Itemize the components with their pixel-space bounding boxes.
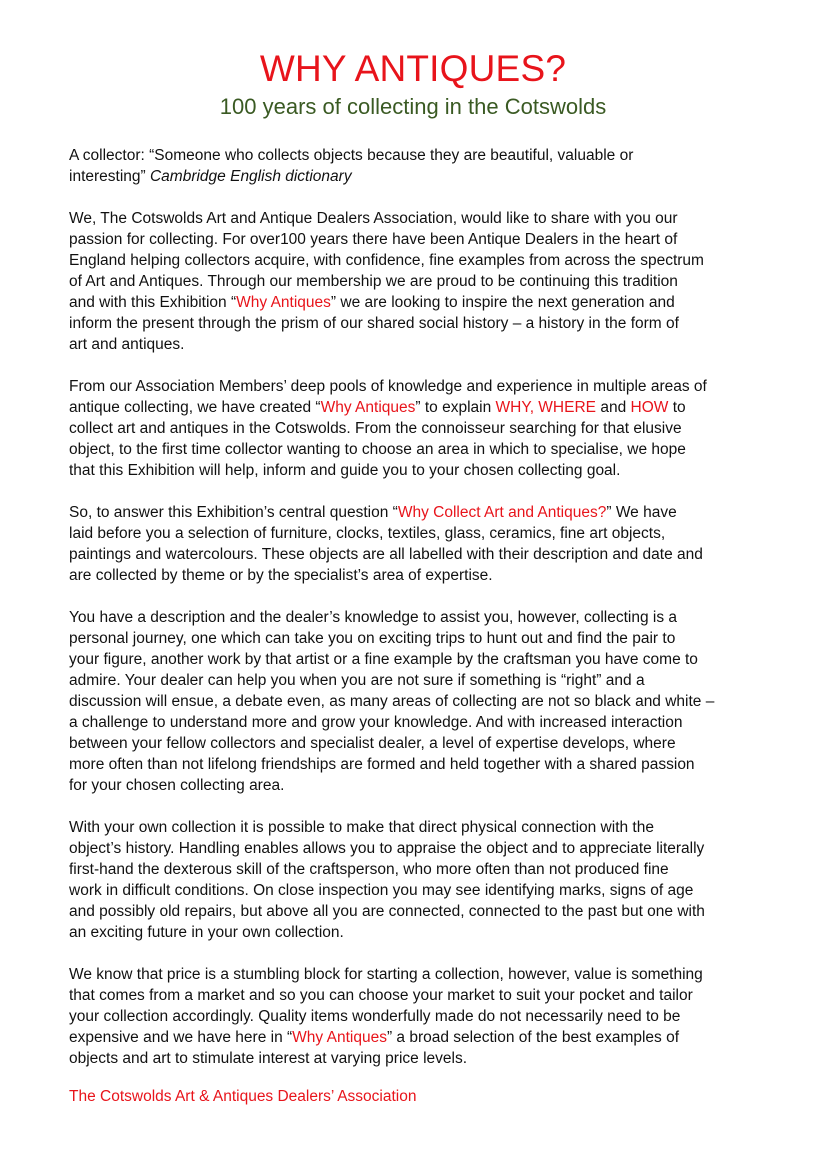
- text-line: [69, 733, 769, 754]
- text-line: [69, 544, 769, 565]
- text-line: [69, 502, 769, 523]
- text-run: So, to answer this Exhibition’s central question “: [69, 504, 398, 521]
- text-run: We know that price is a stumbling block for starting a collection, however, value is something: [69, 966, 703, 983]
- text-run: between your fellow collectors and specialist dealer, a level of expertise develops, where: [69, 735, 676, 752]
- text-line: [69, 313, 769, 334]
- text-line: [69, 292, 769, 313]
- text-line: [69, 691, 769, 712]
- text-line: [69, 1048, 769, 1069]
- text-line: [69, 334, 769, 355]
- text-line: [69, 145, 769, 166]
- text-line: [69, 418, 769, 439]
- text-run: antique collecting, we have created “: [69, 399, 321, 416]
- text-line: [69, 859, 769, 880]
- text-line: [69, 376, 769, 397]
- text-line: [69, 670, 769, 691]
- text-run: your collection accordingly. Quality items wonderfully made do not necessarily need to be: [69, 1008, 681, 1025]
- text-run: a challenge to understand more and grow your knowledge. And with increased interaction: [69, 714, 683, 731]
- paragraph: [69, 376, 769, 481]
- text-line: [69, 712, 769, 733]
- highlight-text: Why Collect Art and Antiques?: [397, 504, 607, 521]
- text-run: objects and art to stimulate interest at varying price levels.: [69, 1050, 468, 1067]
- text-run: England helping collectors acquire, with confidence, fine examples from across the spectrum: [69, 252, 704, 269]
- text-run: more often than not lifelong friendships are formed and held together with a shared passion: [69, 756, 695, 773]
- text-line: [69, 565, 769, 586]
- text-run: are collected by theme or by the specialist’s area of expertise.: [69, 567, 493, 584]
- text-line: [69, 964, 769, 985]
- text-run: paintings and watercolours. These objects are all labelled with their description and date and: [69, 546, 703, 563]
- text-line: [69, 166, 769, 187]
- text-run: A collector: “Someone who collects objects because they are beautiful, valuable or: [69, 147, 634, 164]
- body-text: [69, 145, 769, 1069]
- text-run: We, The Cotswolds Art and Antique Dealers Association, would like to share with you our: [69, 210, 678, 227]
- text-run: With your own collection it is possible to make that direct physical connection with the: [69, 819, 654, 836]
- paragraph: [69, 145, 769, 187]
- page-subtitle: 100 years of collecting in the Cotswolds: [219, 94, 607, 119]
- text-run: and: [596, 399, 631, 416]
- text-run: inform the present through the prism of our shared social history – a history in the form of: [69, 315, 679, 332]
- text-line: [69, 1027, 769, 1048]
- text-run: From our Association Members’ deep pools of knowledge and experience in multiple areas of: [69, 378, 707, 395]
- text-line: [69, 271, 769, 292]
- text-run: collect art and antiques in the Cotswolds. From the connoisseur searching for that elusive: [69, 420, 682, 437]
- text-line: [69, 880, 769, 901]
- page-title: WHY ANTIQUES?: [259, 48, 567, 89]
- text-line: [69, 250, 769, 271]
- paragraph: [69, 502, 769, 586]
- text-run: object’s history. Handling enables allows you to appraise the object and to appreciate literally: [69, 840, 705, 857]
- text-run: and possibly old repairs, but above all you are connected, connected to the past but one with: [69, 903, 705, 920]
- text-run: that this Exhibition will help, inform and guide you to your chosen collecting goal.: [69, 462, 621, 479]
- text-run: ” we are looking to inspire the next generation and: [330, 294, 675, 311]
- text-run: ” to explain: [415, 399, 496, 416]
- text-line: [69, 775, 769, 796]
- text-run: art and antiques.: [69, 336, 185, 353]
- text-line: [69, 985, 769, 1006]
- text-run: to: [668, 399, 686, 416]
- text-run: that comes from a market and so you can choose your market to suit your pocket and tailor: [69, 987, 693, 1004]
- text-run: an exciting future in your own collection.: [69, 924, 344, 941]
- text-run: of Art and Antiques. Through our membership we are proud to be continuing this tradition: [69, 273, 678, 290]
- highlight-text: Why Antiques: [236, 294, 331, 311]
- text-line: [69, 649, 769, 670]
- text-run: first-hand the dexterous skill of the craftsperson, who more often than not produced fine: [69, 861, 669, 878]
- text-line: [69, 229, 769, 250]
- text-line: [69, 607, 769, 628]
- text-run: discussion will ensue, a debate even, as many areas of collecting are not so black and white –: [69, 693, 715, 710]
- highlight-text: WHY, WHERE: [495, 399, 597, 416]
- signature: The Cotswolds Art & Antiques Dealers’ Association: [69, 1088, 417, 1105]
- text-line: [69, 208, 769, 229]
- text-line: [69, 397, 769, 418]
- paragraph: [69, 964, 769, 1069]
- text-line: [69, 439, 769, 460]
- text-run: interesting”: [69, 168, 150, 185]
- text-run: laid before you a selection of furniture, clocks, textiles, glass, ceramics, fine art objects,: [69, 525, 666, 542]
- text-line: [69, 628, 769, 649]
- text-line: [69, 460, 769, 481]
- text-run: expensive and we have here in “: [69, 1029, 293, 1046]
- text-run: your figure, another work by that artist or a fine example by the craftsman you have come to: [69, 651, 698, 668]
- text-run: and with this Exhibition “: [69, 294, 237, 311]
- paragraph: [69, 208, 769, 355]
- text-line: [69, 922, 769, 943]
- text-run: ” We have: [606, 504, 677, 521]
- text-run: work in difficult conditions. On close inspection you may see identifying marks, signs of age: [69, 882, 694, 899]
- highlight-text: Why Antiques: [292, 1029, 387, 1046]
- text-line: [69, 817, 769, 838]
- text-line: [69, 754, 769, 775]
- text-run: ” a broad selection of the best examples of: [386, 1029, 680, 1046]
- text-run: passion for collecting. For over100 years there have been Antique Dealers in the heart of: [69, 231, 678, 248]
- text-run: admire. Your dealer can help you when you are not sure if something is “right” and a: [69, 672, 645, 689]
- text-line: [69, 838, 769, 859]
- text-run: for your chosen collecting area.: [69, 777, 285, 794]
- italic-citation: Cambridge English dictionary: [149, 168, 352, 185]
- highlight-text: Why Antiques: [320, 399, 416, 416]
- text-run: object, to the first time collector wanting to choose an area in which to specialise, we hope: [69, 441, 686, 458]
- text-run: personal journey, one which can take you on exciting trips to hunt out and find the pair to: [69, 630, 676, 647]
- paragraph: [69, 607, 769, 796]
- highlight-text: HOW: [630, 399, 669, 416]
- text-line: [69, 901, 769, 922]
- text-run: You have a description and the dealer’s knowledge to assist you, however, collecting is a: [69, 609, 678, 626]
- text-line: [69, 523, 769, 544]
- paragraph: [69, 817, 769, 943]
- text-line: [69, 1006, 769, 1027]
